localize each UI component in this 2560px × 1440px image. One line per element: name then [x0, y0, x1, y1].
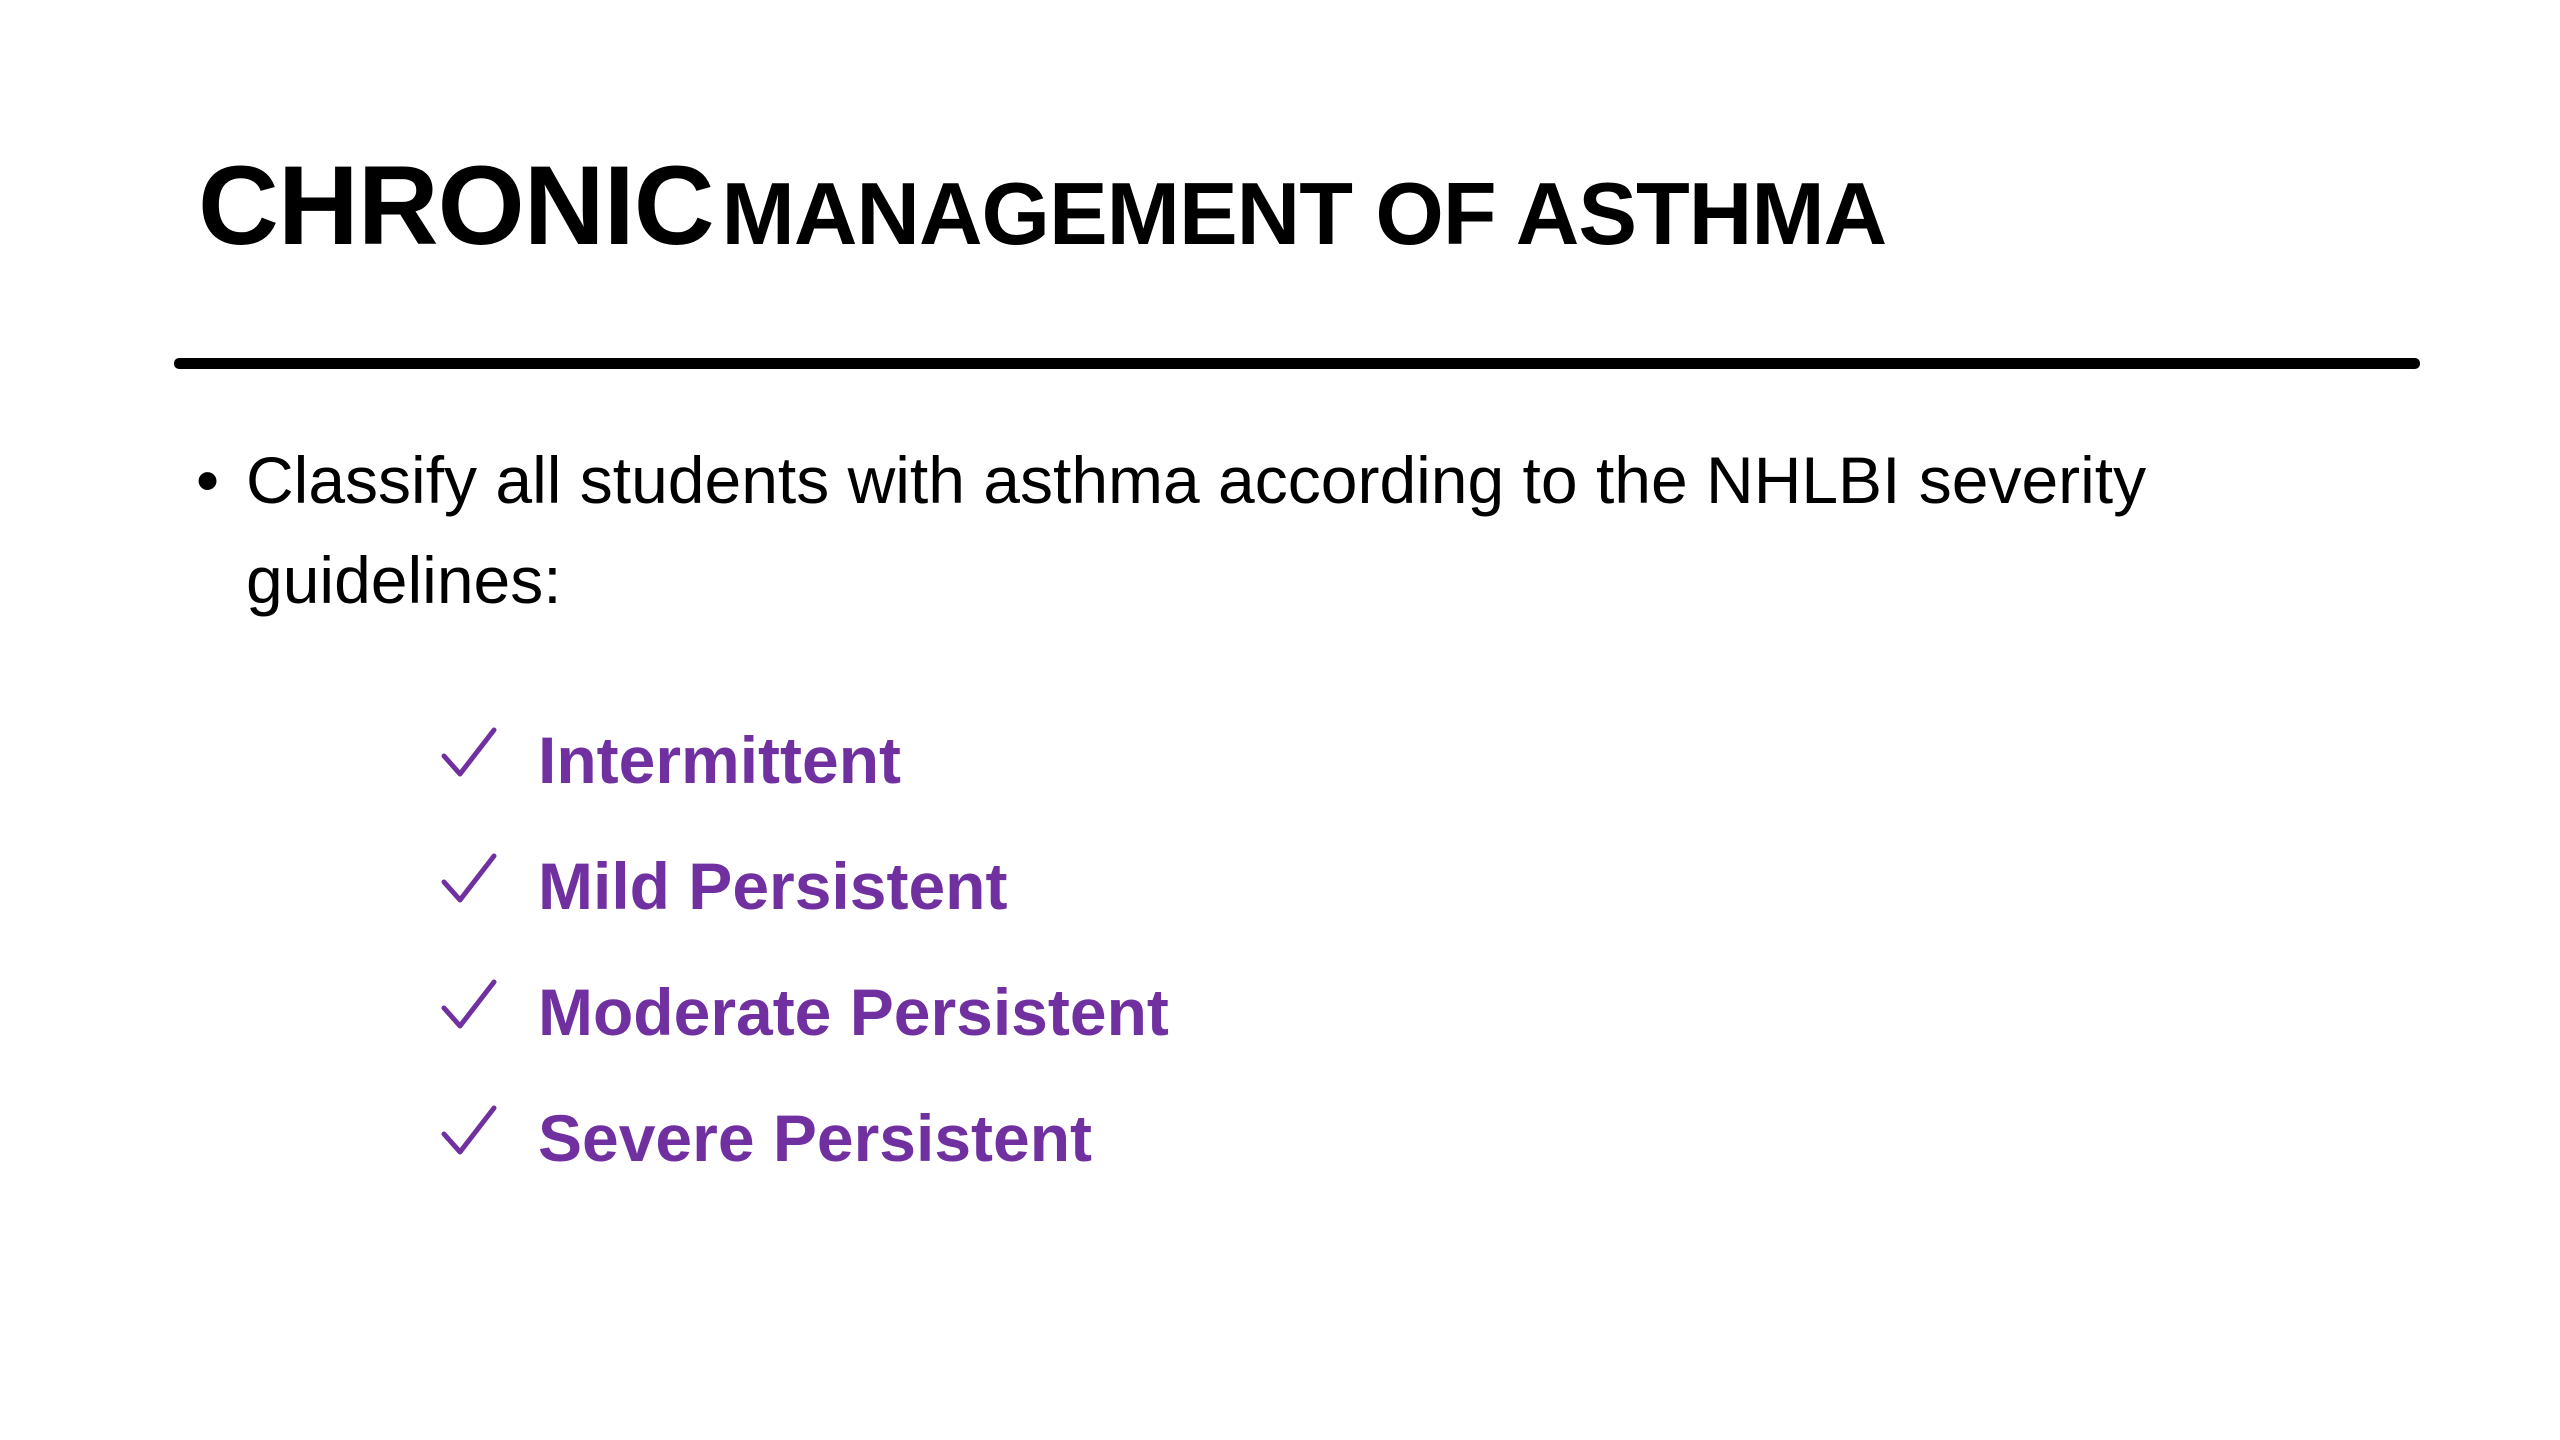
title-divider	[174, 358, 2420, 369]
bullet-point	[196, 430, 2296, 630]
checklist-label: Moderate Persistent	[538, 975, 1169, 1049]
checkmark-icon	[440, 724, 498, 782]
checklist-label: Severe Persistent	[538, 1101, 1093, 1175]
bullet-text: Classify all students with asthma according to the NHLBI severity guidelines:	[246, 443, 2147, 617]
checklist-label: Intermittent	[538, 723, 901, 797]
title-first-word: CHRONIC	[198, 143, 714, 268]
checkmark-icon	[440, 850, 498, 908]
checklist-label: Mild Persistent	[538, 849, 1008, 923]
slide-title	[198, 143, 1887, 268]
title-rest: MANAGEMENT OF ASTHMA	[721, 164, 1887, 263]
checkmark-icon	[440, 1102, 498, 1160]
checkmark-icon	[440, 976, 498, 1034]
bullet-glyph: •	[196, 443, 220, 517]
